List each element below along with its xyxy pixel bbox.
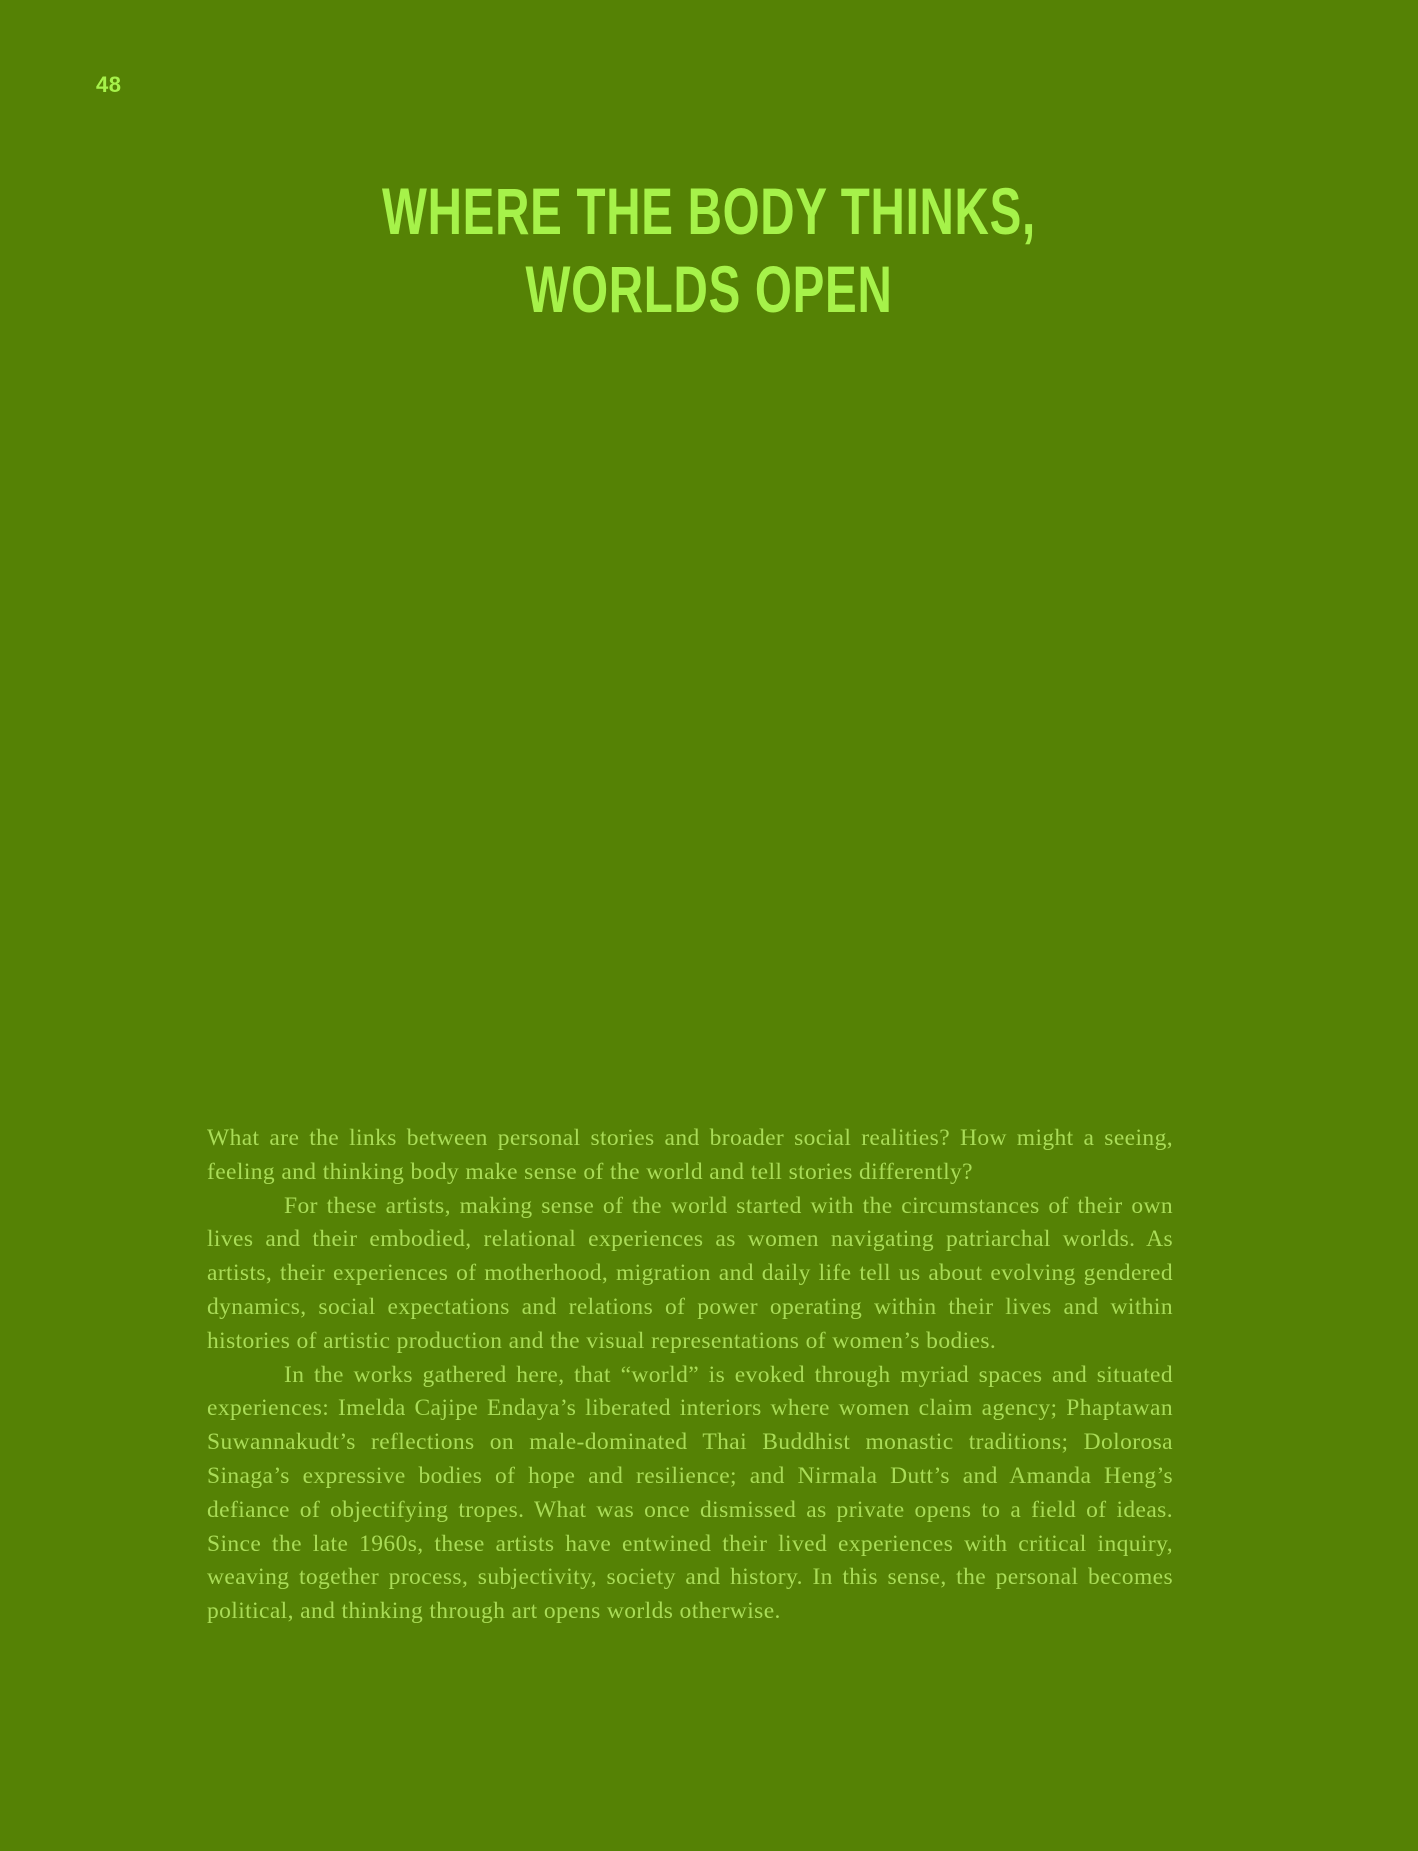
paragraph-intro: What are the links between personal stories and broader social realities? How might a seeing, feeling and thinking body make sense of the world and tell stories differently? <box>207 1125 1173 1185</box>
page-title <box>199 172 1220 328</box>
paragraph-artists: For these artists, making sense of the world started with the circumstances of their own lives and their embodied, relational experiences as women navigating patriarchal worlds. As artists, their experiences of motherhood, migration and daily life tell us about evolving gendered dynamics, social expectations and relations of power operating within their lives and within histories of artistic production and the visual representations of women’s bodies. <box>207 1192 1173 1354</box>
title-line-1: WHERE THE BODY THINKS, <box>382 174 1036 248</box>
page-number: 48 <box>96 72 122 97</box>
body-text <box>207 1122 1173 1629</box>
title-line-2: WORLDS OPEN <box>525 252 893 326</box>
paragraph-works: In the works gathered here, that “world” is evoked through myriad spaces and situated experiences: Imelda Cajipe Endaya’s liberated interiors where women claim agency; Phaptawan Suwannakudt’s reflections on male-dominated Thai Buddhist monastic traditions; Dolorosa Sinaga’s expressive bodies of hope and resilience; and Nirmala Dutt’s and Amanda Heng’s defiance of objectifying tropes. What was once dismissed as private opens to a field of ideas. Since the late 1960s, these artists have entwined their lived experiences with critical inquiry, weaving together process, subjectivity, society and history. In this sense, the personal becomes political, and thinking through art opens worlds otherwise. <box>207 1361 1173 1625</box>
